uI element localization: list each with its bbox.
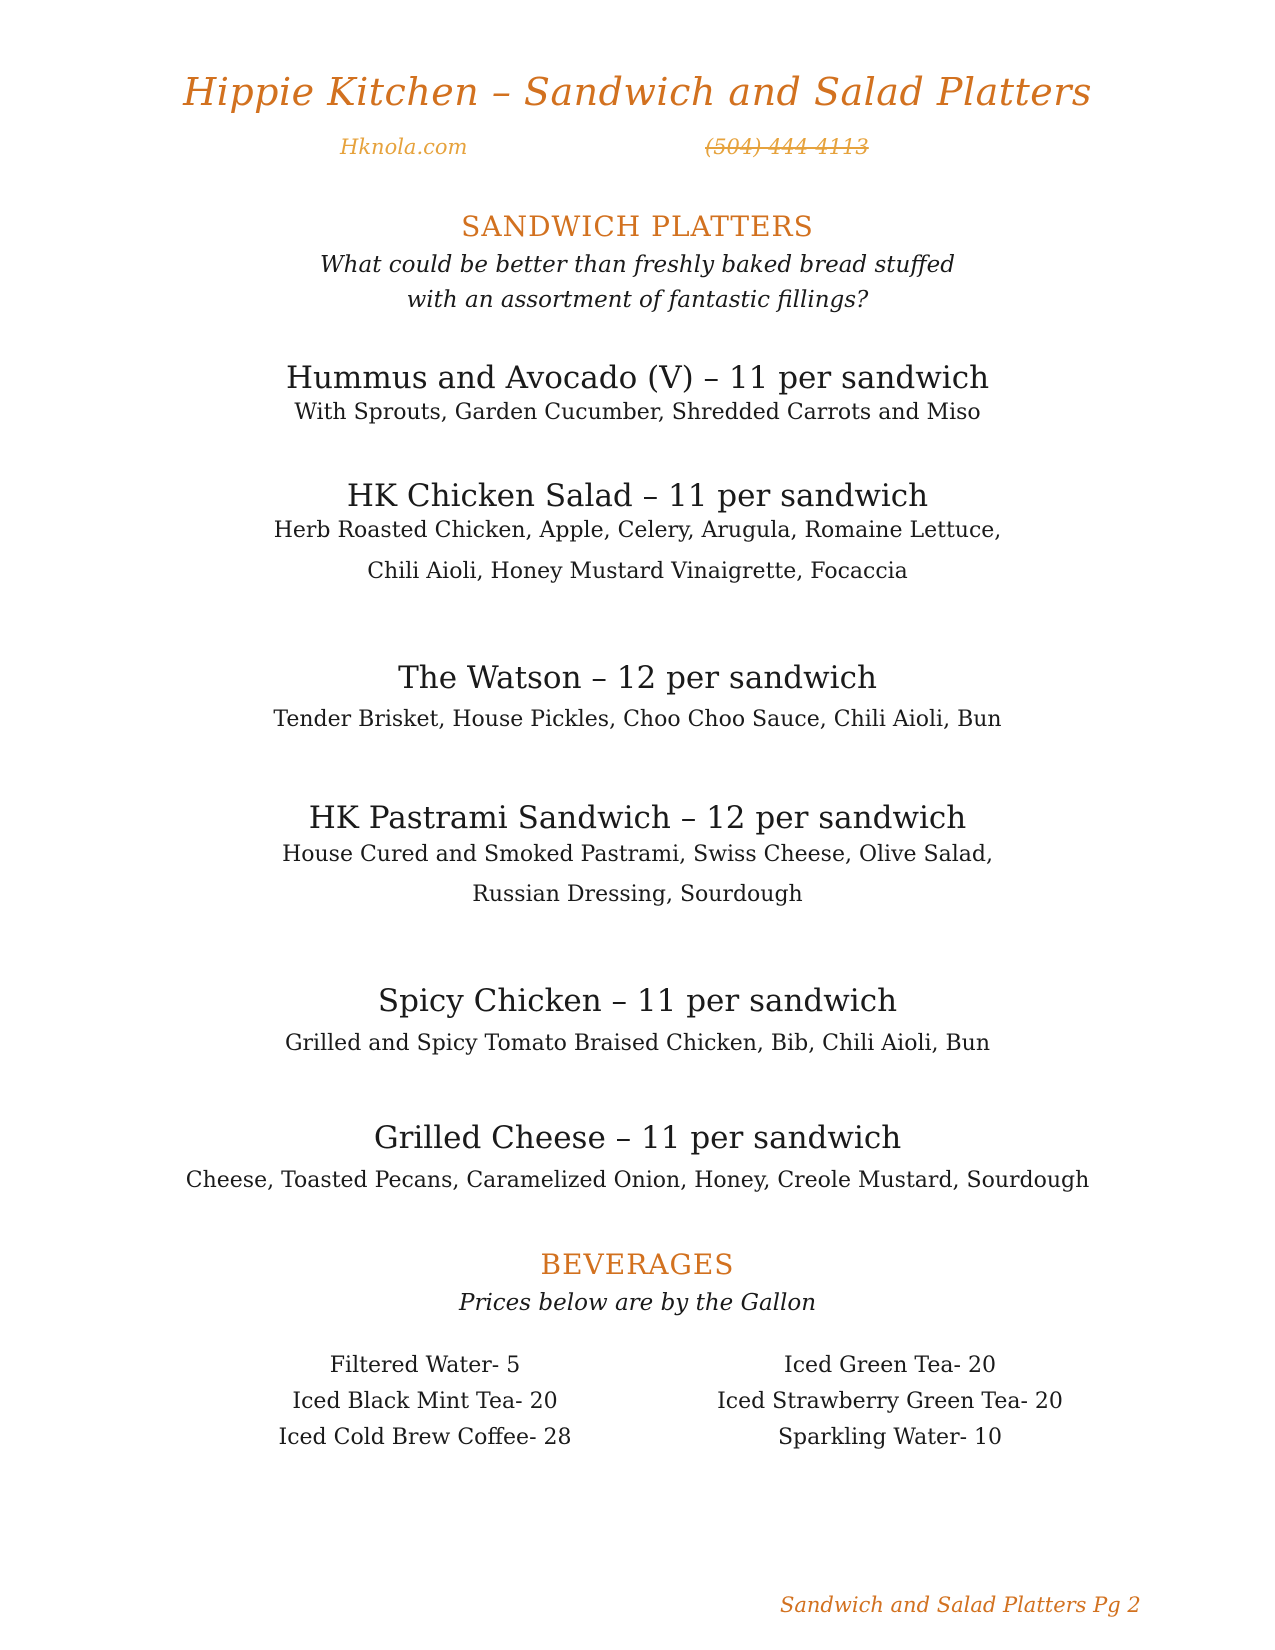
menu-item-name: Hummus and Avocado (V) – 11 per sandwich <box>285 360 990 396</box>
sandwich-section-heading: SANDWICH PLATTERS <box>461 210 814 243</box>
menu-item-name: HK Pastrami Sandwich – 12 per sandwich <box>308 800 967 836</box>
page-title: Hippie Kitchen – Sandwich and Salad Platters <box>183 70 1092 114</box>
sandwich-tagline-line2: with an assortment of fantastic fillings? <box>406 287 869 313</box>
beverages-right-column <box>680 1348 1100 1456</box>
menu-item-description: Chili Aioli, Honey Mustard Vinaigrette, Focaccia <box>367 559 908 584</box>
menu-item-description: Russian Dressing, Sourdough <box>472 882 803 907</box>
menu-item-name: Grilled Cheese – 11 per sandwich <box>373 1120 902 1156</box>
beverage-item: Iced Strawberry Green Tea- 20 <box>717 1389 1063 1414</box>
menu-item-description: Herb Roasted Chicken, Apple, Celery, Arugula, Romaine Lettuce, <box>273 518 1002 543</box>
menu-item-description: Cheese, Toasted Pecans, Caramelized Onion, Honey, Creole Mustard, Sourdough <box>185 1168 1090 1193</box>
menu-item-name: The Watson – 12 per sandwich <box>398 660 877 696</box>
page-footer: Sandwich and Salad Platters Pg 2 <box>780 1593 1141 1617</box>
beverages-section-heading: BEVERAGES <box>540 1248 735 1281</box>
sandwich-tagline-line1: What could be better than freshly baked bread stuffed <box>320 252 955 278</box>
menu-item-description: House Cured and Smoked Pastrami, Swiss Cheese, Olive Salad, <box>282 842 993 867</box>
beverage-item: Sparkling Water- 10 <box>777 1425 1003 1450</box>
beverage-item: Iced Cold Brew Coffee- 28 <box>278 1425 572 1450</box>
beverage-item: Iced Green Tea- 20 <box>784 1353 996 1378</box>
beverage-item: Filtered Water- 5 <box>329 1353 521 1378</box>
menu-item-description: Grilled and Spicy Tomato Braised Chicken, Bib, Chili Aioli, Bun <box>284 1031 991 1056</box>
beverage-item: Iced Black Mint Tea- 20 <box>292 1389 558 1414</box>
beverages-left-column <box>245 1348 605 1456</box>
website-link[interactable]: Hknola.com <box>340 135 468 159</box>
menu-item-description: With Sprouts, Garden Cucumber, Shredded Carrots and Miso <box>294 400 981 425</box>
beverages-tagline: Prices below are by the Gallon <box>458 1290 817 1316</box>
menu-item-description: Tender Brisket, House Pickles, Choo Choo Sauce, Chili Aioli, Bun <box>273 707 1002 732</box>
menu-item-name: HK Chicken Salad – 11 per sandwich <box>346 478 929 514</box>
phone-number: (504) 444-4113 <box>705 135 869 159</box>
menu-item-name: Spicy Chicken – 11 per sandwich <box>377 983 898 1019</box>
